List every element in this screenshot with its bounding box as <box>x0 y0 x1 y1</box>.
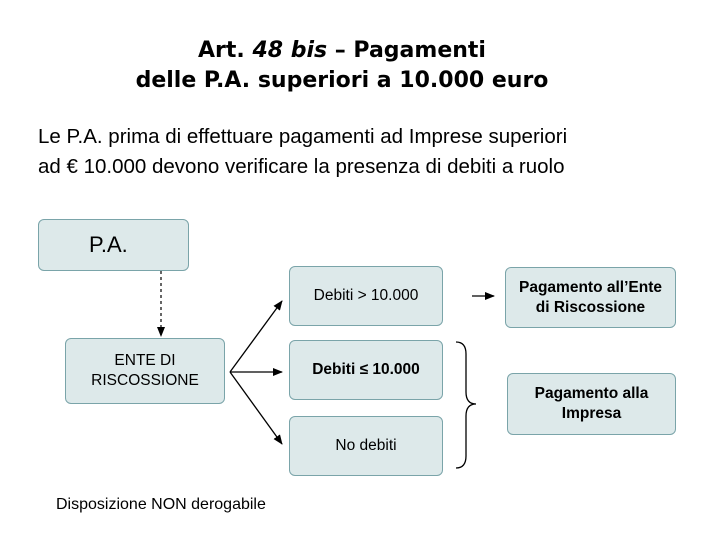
box-pagamento-ente-line-1: Pagamento all’Ente <box>519 278 662 296</box>
intro-line-1: Le P.A. prima di effettuare pagamenti ad Imprese superiori <box>38 125 568 148</box>
ente-to-debiti-over-arrow <box>230 301 282 372</box>
ente-to-no-debiti-arrow <box>230 372 282 444</box>
box-pagamento-impresa <box>507 373 676 435</box>
box-no-debiti <box>289 416 443 476</box>
footnote: Disposizione NON derogabile <box>56 496 266 513</box>
box-ente-line-2: RISCOSSIONE <box>91 372 199 389</box>
box-pagamento-ente-line-2: di Riscossione <box>535 298 646 316</box>
box-debiti-over <box>289 266 443 326</box>
box-debiti-over-label: Debiti > 10.000 <box>313 287 419 304</box>
box-ente-line-1: ENTE DI <box>114 352 176 369</box>
grouping-brace <box>456 342 476 468</box>
box-no-debiti-label: No debiti <box>335 437 397 454</box>
intro-line-2: ad € 10.000 devono verificare la presenza di debiti a ruolo <box>38 155 565 178</box>
title-article-number: 48 bis <box>252 38 328 63</box>
title-line-2: delle P.A. superiori a 10.000 euro <box>135 68 549 93</box>
title-prefix: Art. <box>198 38 253 63</box>
box-pagamento-impresa-line-2: Impresa <box>561 405 622 422</box>
box-debiti-under <box>289 340 443 400</box>
box-debiti-under-label: Debiti ≤ 10.000 <box>312 361 420 378</box>
box-ente-riscossione <box>65 338 225 404</box>
box-pa <box>38 219 189 271</box>
box-pagamento-impresa-line-1: Pagamento alla <box>534 385 649 402</box>
box-pagamento-ente <box>505 267 676 328</box>
title-suffix: – Pagamenti <box>327 38 486 63</box>
box-pa-label: P.A. <box>89 232 128 257</box>
